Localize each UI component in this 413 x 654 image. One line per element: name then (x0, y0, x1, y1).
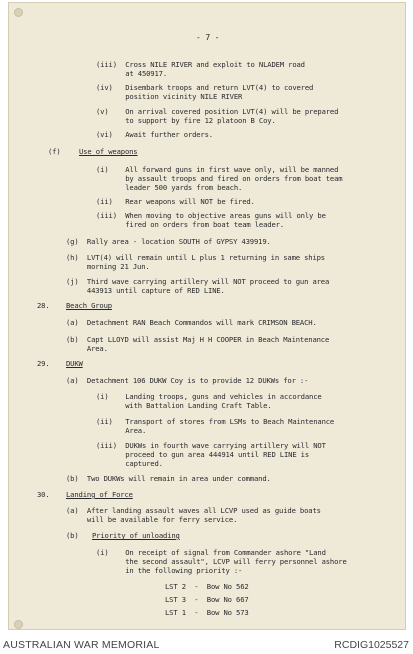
punch-hole (14, 620, 23, 629)
section-heading: Beach Group (66, 301, 112, 310)
section-heading: DUKW (66, 359, 83, 368)
footer-record-id: RCDIG1025527 (334, 639, 409, 651)
section-heading: Landing of Force (66, 490, 133, 499)
document-line: at 450917. (96, 69, 168, 78)
page-number: - 7 - (196, 33, 220, 42)
document-line: LST 1 - Bow No 573 (165, 608, 249, 617)
footer-bar (0, 636, 413, 654)
document-line: 29. (37, 359, 50, 368)
document-line: 443913 until capture of RED LINE. (66, 286, 225, 295)
section-heading: Use of weapons (79, 147, 138, 156)
document-line: in the following priority :- (96, 566, 243, 575)
document-line: (iii) DUKWs in fourth wave carrying artillery will NOT (96, 441, 326, 450)
document-line: captured. (96, 459, 163, 468)
document-line: (a) Detachment 106 DUKW Coy is to provide 12 DUKWs for :- (66, 376, 309, 385)
footer-source: AUSTRALIAN WAR MEMORIAL (3, 639, 160, 651)
document-line: (iii) When moving to objective areas guns will only be (96, 211, 326, 220)
document-line: (j) Third wave carrying artillery will NOT proceed to gun area (66, 277, 330, 286)
document-line: (f) (48, 147, 61, 156)
document-line: (a) After landing assault waves all LCVP used as guide boats (66, 506, 321, 515)
document-line: (i) On receipt of signal from Commander ashore "Land (96, 548, 326, 557)
document-line: (b) (66, 531, 79, 540)
document-line: (ii) Transport of stores from LSMs to Beach Maintenance (96, 417, 335, 426)
document-line: the second assault", LCVP will ferry personnel ashore (96, 557, 347, 566)
document-line: (v) On arrival covered position LVT(4) will be prepared (96, 107, 339, 116)
document-line: (iii) Cross NILE RIVER and exploit to NLADEM road (96, 60, 305, 69)
document-line: (b) Two DUKWs will remain in area under command. (66, 474, 271, 483)
document-line: with Battalion Landing Craft Table. (96, 401, 272, 410)
document-line: will be available for ferry service. (66, 515, 238, 524)
document-line: leader 500 yards from beach. (96, 183, 243, 192)
document-line: fired on orders from boat team leader. (96, 220, 284, 229)
document-line: position vicinity NILE RIVER (96, 92, 243, 101)
document-line: 30. (37, 490, 50, 499)
document-line: Area. (66, 344, 108, 353)
document-line: (ii) Rear weapons will NOT be fired. (96, 197, 255, 206)
document-line: LST 2 - Bow No 562 (165, 582, 249, 591)
section-heading: Priority of unloading (92, 531, 180, 540)
document-line: (g) Rally area - location SOUTH of GYPSY 439919. (66, 237, 271, 246)
document-line: 28. (37, 301, 50, 310)
document-line: (i) All forward guns in first wave only, will be manned (96, 165, 339, 174)
document-line: (b) Capt LLOYD will assist Maj H H COOPER in Beach Maintenance (66, 335, 330, 344)
punch-hole (14, 8, 23, 17)
document-line: (iv) Disembark troops and return LVT(4) to covered (96, 83, 314, 92)
document-line: LST 3 - Bow No 667 (165, 595, 249, 604)
document-line: to support by fire 12 platoon B Coy. (96, 116, 276, 125)
document-line: morning 21 Jun. (66, 262, 150, 271)
document-line: (h) LVT(4) will remain until L plus 1 returning in same ships (66, 253, 325, 262)
document-line: Area. (96, 426, 147, 435)
document-line: by assault troops and fired on orders from boat team (96, 174, 343, 183)
document-line: proceed to gun area 444914 until RED LINE is (96, 450, 310, 459)
document-line: (vi) Await further orders. (96, 130, 213, 139)
document-line: (a) Detachment RAN Beach Commandos will mark CRIMSON BEACH. (66, 318, 317, 327)
document-line: (i) Landing troops, guns and vehicles in accordance (96, 392, 322, 401)
